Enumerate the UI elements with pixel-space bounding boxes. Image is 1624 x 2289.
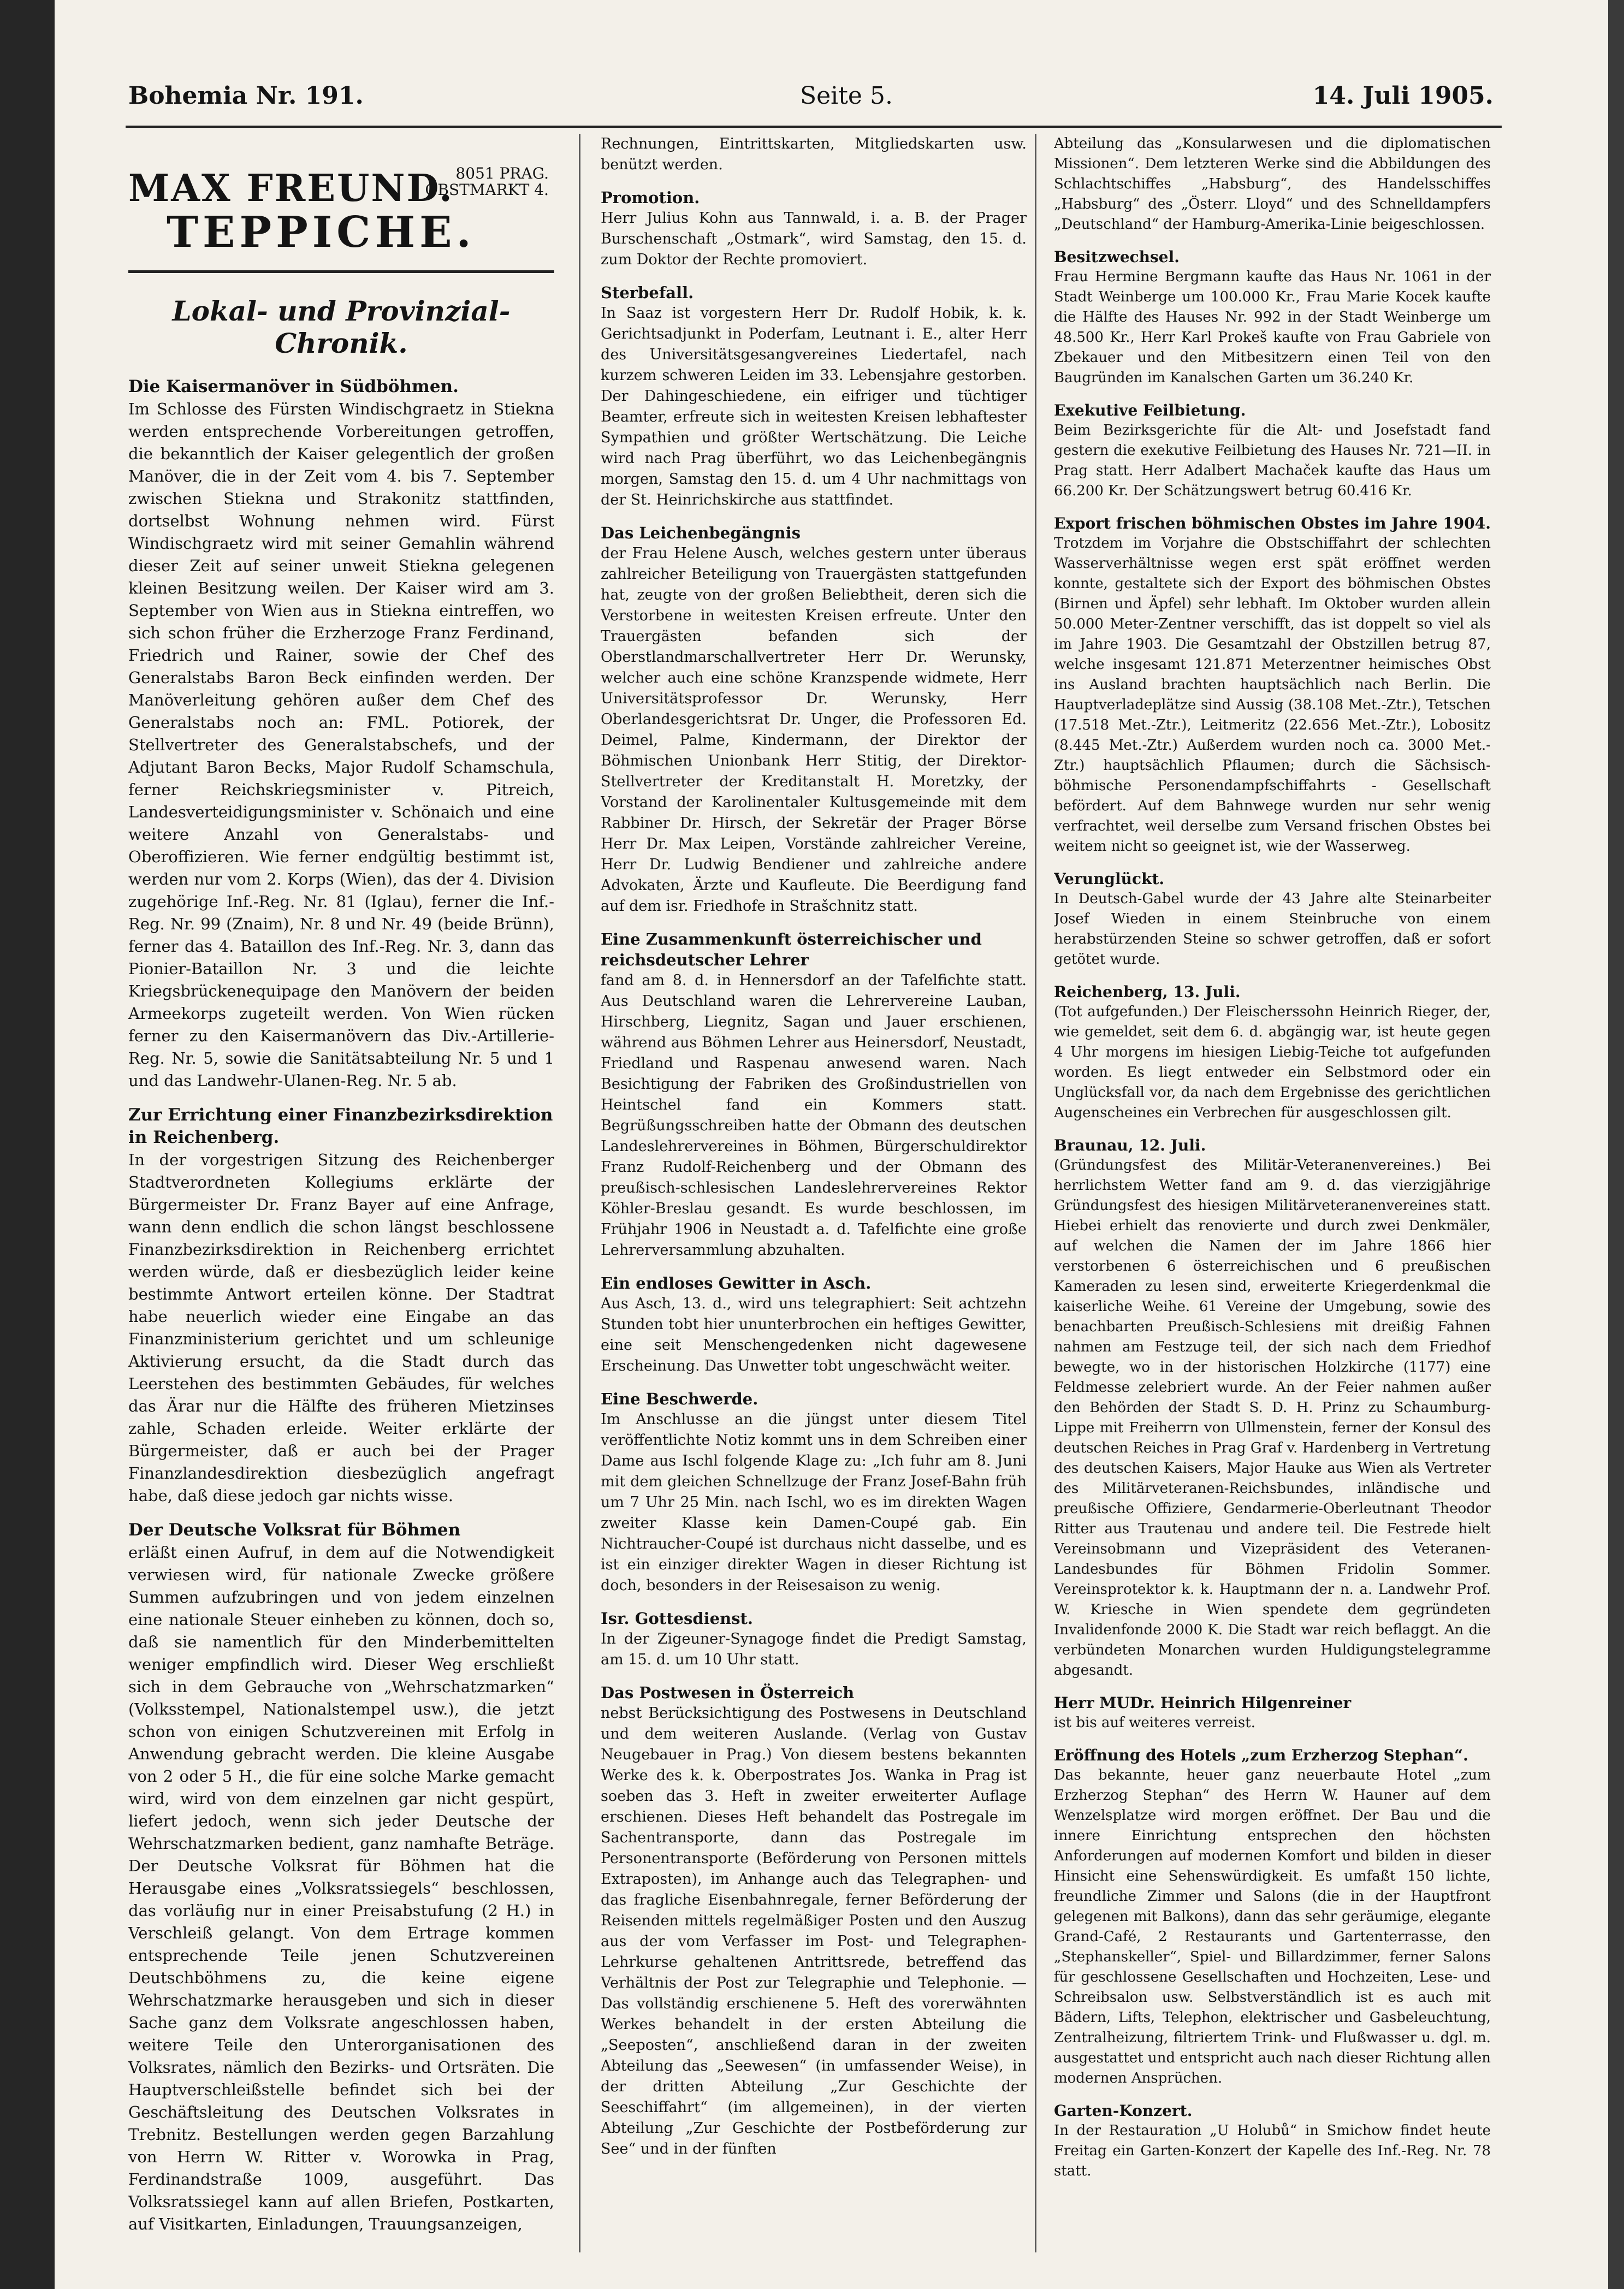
article — [601, 1273, 1027, 1377]
article-headline: Zur Errichtung einer Finanzbezirksdirektion in Reichenberg. — [128, 1105, 553, 1147]
article-headline: Besitzwechsel. — [1054, 248, 1180, 266]
article — [1054, 1693, 1491, 1733]
article-headline: Das Leichenbegängnis — [601, 524, 801, 542]
article-headline: Eröffnung des Hotels „zum Erzherzog Stephan“. — [1054, 1746, 1468, 1764]
ad-code: 8051 — [455, 164, 495, 182]
ad-street: OBSTMARKT 4. — [425, 181, 549, 199]
article — [601, 1682, 1027, 2160]
article-text: Trotzdem im Vorjahre die Obstschiffahrt der schlechten Wasserverhältnisse wegen erst spät eröffnet werden konnte, gestaltete sich der Export des böhmischen Obstes (Birnen und Äpfel) sehr lebhaft. Im Oktober wurden allein 50.000 Meter-Zentner verschifft, das ist doppelt so viel als im Jahre 1903. Die Gesamtzahl der Obstzillen betrug 87, welche insgesamt 121.871 Meterzentner heimisches Obst ins Ausland brachten hauptsächlich nach Berlin. Die Hauptverladeplätze sind Aussig (38.108 Met.-Ztr.), Tetschen (17.518 Met.-Ztr.), Leitmeritz (22.656 Met.-Ztr.), Lobositz (8.445 Met.-Ztr.) Außerdem wurden noch ca. 3000 Met.-Ztr.) hauptsächlich Pflaumen; durch die Sächsisch-böhmische Personendampfschiffahrts - Gesellschaft befördert. Auf dem Bahnwege wurden nur sehr wenig verfrachtet, weil derselbe zum Versand frischen Obstes bei weitem nicht so geeignet ist, wie der Wasserweg. — [1054, 535, 1491, 855]
article-text: ist bis auf weiteres verreist. — [1054, 1715, 1255, 1731]
article — [1054, 982, 1491, 1123]
article — [1054, 869, 1491, 970]
article — [1054, 1745, 1491, 2089]
article-text: Aus Asch, 13. d., wird uns telegraphiert: Seit achtzehn Stunden tobt hier ununterbrochen ein heftiges Gewitter, eine seit Menschengedenken nicht dagewesene Erscheinung. Das Unwetter tobt ungeschwächt weiter. — [601, 1295, 1027, 1374]
article-text: In Deutsch-Gabel wurde der 43 Jahre alte Steinarbeiter Josef Wieden in einem Steinbruche von einem herabstürzenden Steine so schwer getroffen, daß er sofort getötet wurde. — [1054, 891, 1491, 968]
newspaper-page — [55, 0, 1608, 2289]
article-text: In der vorgestrigen Sitzung des Reichenberger Stadtverordneten Kollegiums erklärte der Bürgermeister Dr. Franz Bayer auf eine Anfrage, wann denn endlich die schon längst beschlossene Finanzbezirksdirektion in Reichenberg errichtet werden würde, daß er diesbezüglich leider keine bestimmte Antwort erteilen könne. Der Stadtrat habe neuerlich wieder eine Eingabe an das Finanzministerium gerichtet und um schleunige Aktivierung ersucht, da die Stadt durch das Leerstehen des bestimmten Gebäudes, für welches das Ärar nur die Hälfte des früheren Mietzinses zahle, Schaden erleide. Weiter erklärte der Bürgermeister, daß er auch bei der Prager Finanzlandesdirektion diesbezüglich angefragt habe, daß diese jedoch gar nichts wisse. — [128, 1151, 554, 1505]
page-number: Seite 5. — [800, 82, 893, 110]
article — [1054, 400, 1491, 501]
article — [601, 523, 1027, 917]
article-text: (Gründungsfest des Militär-Veteranenvereines.) Bei herrlichstem Wetter fand am 9. d. das vierzigjährige Gründungsfest des hiesigen Militärveteranenvereines statt. Hiebei erhielt das renovierte und durch zwei Denkmäler, auf welchen die Namen der im Jahre 1866 hier verstorbenen 6 österreichischen und 6 preußischen Kameraden zu lesen sind, erweiterte Kriegerdenkmal die kaiserliche Weihe. 61 Vereine der Umgebung, sowie des benachbarten Preußisch-Schlesiens mit dreißig Fahnen nahmen am Festzuge teil, der sich nach dem Friedhof bewegte, wo in der historischen Holzkirche (1177) eine Feldmesse zelebriert wurde. An der Feier nahmen außer den Behörden der Stadt S. D. H. Prinz zu Schaumburg-Lippe mit Freiherrn von Ullmenstein, ferner der Konsul des deutschen Reiches in Prag Graf v. Hardenberg in Vertretung des deutschen Kaisers, Major Hauke aus Wien als Vertreter des Militärveteranen-Reichsbundes, inländische und preußische Offiziere, Gendarmerie-Oberleutnant Theodor Ritter aus Trautenau und andere teil. Die Festrede hielt Vereinsobmann und Vizepräsident des Veteranen-Landesbundes für Böhmen Fridolin Sommer. Vereinsprotektor k. k. Hauptmann der n. a. Landwehr Prof. W. Kriesche in Wien spendete dem gegründeten Invalidenfonde 2000 K. Die Stadt war reich beflaggt. An die verbündeten Monarchen wurden Huldigungstelegramme abgesandt. — [1054, 1157, 1491, 1679]
article — [1054, 2101, 1491, 2181]
article-headline: Sterbefall. — [601, 283, 694, 302]
article-text: erläßt einen Aufruf, in dem auf die Notwendigkeit verwiesen wird, für nationale Zwecke größere Summen aufzubringen und von jedem einzelnen eine nationale Steuer einheben zu können, doch so, daß sie namentlich für den Minderbemittelten weniger empfindlich wird. Dieser Weg erschließt sich in dem Gebrauche von „Wehrschatzmarken“ (Volksstempel, Nationalstempel usw.), die jetzt schon von einigen Schutzvereinen mit Erfolg in Anwendung gebracht werden. Die kleine Ausgabe von 2 oder 5 H., die für eine solche Marke gemacht wird, wird von dem einzelnen gar nicht gespürt, liefert jedoch, wenn sich jeder Deutsche der Wehrschatzmarken bedient, ganz namhafte Beträge. Der Deutsche Volksrat für Böhmen hat die Herausgabe eines „Volksratssiegels“ beschlossen, das vorläufig nur in einer Preisabstufung (2 H.) in Verschleiß gelangt. Von dem Ertrage kommen entsprechende Teile jenen Schutzvereinen Deutschböhmens zu, die keine eigene Wehrschatzmarke herausgeben und sich in dieser Sache ganz dem Volksrate angeschlossen haben, weitere Teile den Unterorganisationen des Volksrates, nämlich den Bezirks- und Ortsräten. Die Hauptverschleißstelle befindet sich bei der Geschäftsleitung des Deutschen Volksrates in Trebnitz. Bestellungen werden gegen Barzahlung von Herrn W. Ritter v. Worowka in Prag, Ferdinandstraße 1009, ausgeführt. Das Volksratssiegel kann auf allen Briefen, Postkarten, auf Visitkarten, Einladungen, Trauungsanzeigen, — [128, 1543, 554, 2233]
article-headline: Das Postwesen in Österreich — [601, 1683, 855, 1702]
article-text: nebst Berücksichtigung des Postwesens in Deutschland und dem weiteren Auslande. (Verlag von Gustav Neugebauer in Prag.) Von diesem bestens bekannten Werke des k. k. Oberpostrates Jos. Wanka in Prag ist soeben das 3. Heft in zweiter erweiterter Auflage erschienen. Dieses Heft behandelt das Postregale im Sachentransporte, dann das Postregale im Personentransporte (Beförderung von Personen mittels Extraposten), im Anhange auch das Telegraphen- und das fragliche Eisenbahnregale, ferner Beförderung der Reisenden mittels regelmäßiger Posten und den Auszug aus der vom Verfasser im Post- und Telegraphen-Lehrkurse gehaltenen Antrittsrede, betreffend das Verhältnis der Post zur Telegraphie und Telephonie. — Das vollständig erschienene 5. Heft des vorerwähnten Werkes behandelt in der ersten Abteilung die „Seeposten“, anschließend daran in der zweiten Abteilung das „Seewesen“ (in umfassender Weise), in der dritten Abteilung „Zur Geschichte der Seeschiffahrt“ (im allgemeinen), in der vierten Abteilung „Zur Geschichte der Postbeförderung zur See“ und in der fünften — [601, 1705, 1027, 2157]
article — [601, 134, 1027, 175]
article — [1054, 513, 1491, 857]
article-headline: Isr. Gottesdienst. — [601, 1609, 754, 1628]
article — [601, 1389, 1027, 1596]
article-headline: Promotion. — [601, 188, 700, 207]
column-divider — [1035, 134, 1036, 2252]
article — [128, 376, 554, 1092]
article-headline: Die Kaisermanöver in Südböhmen. — [128, 377, 459, 396]
article-text: In Saaz ist vorgestern Herr Dr. Rudolf Hobik, k. k. Gerichtsadjunkt in Poderfam, Leutnant i. E., alter Herr des Universitätsgesangvereines Liedertafel, nach kurzem schweren Leiden im 33. Lebensjahre gestorben. Der Dahingeschiedene, ein eifriger und tüchtiger Beamter, erfreute sich in weitesten Kreisen lebhaftester Sympathien und größter Wertschätzung. Die Leiche wird nach Prag überführt, wo das Leichenbegängnis morgen, Samstag den 15. d. um 4 Uhr nachmittags von der St. Heinrichskirche aus stattfindet. — [601, 305, 1027, 508]
article — [1054, 1135, 1491, 1681]
ad-firm-name: MAX FREUND. — [128, 167, 454, 210]
scan-margin — [0, 0, 55, 2289]
article-text: Rechnungen, Eintrittskarten, Mitgliedskarten usw. benützt werden. — [601, 135, 1027, 173]
article — [601, 929, 1027, 1261]
ad-address — [418, 165, 549, 198]
page-header — [128, 82, 1493, 120]
article-text: Beim Bezirksgerichte für die Alt- und Josefstadt fand gestern die exekutive Feilbietung des Hauses Nr. 721—II. in Prag statt. Herr Adalbert Machaček kaufte das Haus um 66.200 Kr. Der Schätzungswert betrug 60.416 Kr. — [1054, 422, 1491, 499]
article-headline: Eine Zusammenkunft österreichischer und reichsdeutscher Lehrer — [601, 930, 982, 969]
column-1 — [128, 134, 554, 2252]
column-2 — [601, 134, 1027, 2252]
issue-date: 14. Juli 1905. — [1312, 82, 1493, 110]
article — [601, 187, 1027, 270]
article-text: Im Anschlusse an die jüngst unter diesem Titel veröffentlichte Notiz kommt uns in dem Schreiben einer Dame aus Ischl folgende Klage zu: „Ich fuhr am 8. Juni mit dem gleichen Schnellzuge der Franz Josef-Bahn früh um 7 Uhr 25 Min. nach Ischl, wo es im direkten Wagen zweiter Klasse kein Damen-Coupé gab. Ein Nichtraucher-Coupé ist durchaus nicht dasselbe, und es ist ein einziger direkter Wagen in dieser Richtung ist doch, besonders in der Reisesaison zu wenig. — [601, 1411, 1027, 1594]
article-text: Im Schlosse des Fürsten Windischgraetz in Stiekna werden entsprechende Vorbereitungen getroffen, die bekanntlich der Kaiser gelegentlich der großen Manöver, die in der Zeit vom 4. bis 7. September zwischen Stiekna und Strakonitz stattfinden, dortselbst Wohnung nehmen wird. Fürst Windischgraetz wird mit seiner Gemahlin während dieser Zeit auf seiner unweit Stiekna gelegenen kleinen Besitzung weilen. Der Kaiser wird am 3. September von Wien aus in Stiekna eintreffen, wo sich schon früher die Erzherzoge Franz Ferdinand, Friedrich und Rainer, sowie der Chef des Generalstabs Baron Beck einfinden werden. Der Manöverleitung gehören außer dem Chef des Generalstabs noch an: FML. Potiorek, der Stellvertreter des Generalstabschefs, und der Adjutant Baron Becks, Major Rudolf Schamschula, ferner Reichskriegsminister v. Pitreich, Landesverteidigungsminister v. Schönaich und eine weitere Anzahl von Generalstabs- und Oberoffizieren. Wie ferner endgültig bestimmt ist, werden nur vom 2. Korps (Wien), das der 4. Division zugehörige Inf.-Reg. Nr. 81 (Iglau), ferner die Inf.-Reg. Nr. 99 (Znaim), Nr. 8 und Nr. 49 (beide Brünn), ferner das 4. Bataillon des Inf.-Reg. Nr. 3, dann das Pionier-Bataillon Nr. 3 und die leichte Kriegsbrückenequipage den Manövern der beiden Armeekorps zugeteilt werden. Von Wien rücken ferner zu den Kaisermanövern das Div.-Artillerie-Reg. Nr. 5, sowie die Sanitätsabteilung Nr. 5 und 1 und das Landwehr-Ulanen-Reg. Nr. 5 ab. — [128, 400, 554, 1090]
article-headline: Braunau, 12. Juli. — [1054, 1136, 1206, 1154]
article-text: In der Zigeuner-Synagoge findet die Predigt Samstag, am 15. d. um 10 Uhr statt. — [601, 1630, 1027, 1668]
article — [128, 1104, 554, 1507]
article-headline: Ein endloses Gewitter in Asch. — [601, 1274, 872, 1292]
article-headline: Der Deutsche Volksrat für Böhmen — [128, 1520, 461, 1540]
article-text: Abteilung das „Konsularwesen und die diplomatischen Missionen“. Dem letzteren Werke sind die Abbildungen des Schlachtschiffes „Habsburg“, des Handelsschiffes „Habsburg“ des „Österr. Lloyd“ und des Schnelldampfers „Deutschland“ der Hamburg-Amerika-Linie beigeschlossen. — [1054, 135, 1491, 233]
article-text: der Frau Helene Ausch, welches gestern unter überaus zahlreicher Beteiligung von Trauergästen stattgefunden hat, zeugte von der großen Beliebtheit, deren sich die Verstorbene in weitesten Kreisen erfreute. Unter den Trauergästen befanden sich der Oberstlandmarschallvertreter Herr Dr. Werunsky, welcher auch eine schöne Kranzspende widmete, Herr Universitätsprofessor Dr. Werunsky, Herr Oberlandesgerichtsrat Dr. Unger, die Professoren Ed. Deimel, Palme, Kindermann, der Direktor der Böhmischen Unionbank Herr Stitig, der Direktor-Stellvertreter der Kreditanstalt H. Moretzky, der Vorstand der Karolinentaler Kultusgemeinde mit dem Rabbiner Dr. Hirsch, der Sekretär der Prager Börse Herr Dr. Max Leipen, Vorstände zahlreicher Vereine, Herr Dr. Ludwig Bendiener und zahlreiche andere Advokaten, Ärzte und Kaufleute. Die Beerdigung fand auf dem isr. Friedhofe in Strašchnitz statt. — [601, 545, 1027, 915]
newspaper-name: Bohemia Nr. 191. — [128, 82, 364, 110]
article-text: Herr Julius Kohn aus Tannwald, i. a. B. der Prager Burschenschaft „Ostmark“, wird Samstag, den 15. d. zum Doktor der Rechte promoviert. — [601, 210, 1027, 268]
section-title: Lokal- und Provinzial-Chronik. — [172, 295, 511, 359]
ad-city: PRAG. — [499, 164, 549, 182]
article-text: In der Restauration „U Holubů“ in Smichow findet heute Freitag ein Garten-Konzert der Kapelle des Inf.-Reg. Nr. 78 statt. — [1054, 2122, 1491, 2179]
column-divider — [579, 134, 580, 2252]
article-headline: Verunglückt. — [1054, 870, 1165, 888]
article-headline: Garten-Konzert. — [1054, 2102, 1193, 2120]
article — [1054, 247, 1491, 388]
advertisement — [128, 134, 554, 273]
article — [1054, 134, 1491, 235]
header-rule — [126, 126, 1502, 128]
article-text: Das bekannte, heuer ganz neuerbaute Hotel „zum Erzherzog Stephan“ des Herrn W. Hauner auf dem Wenzelsplatze wird morgen eröffnet. Der Bau und die innere Einrichtung entsprechen den höchsten Anforderungen auf modernen Komfort und bilden in dieser Hinsicht eine Sehenswürdigkeit. Es umfaßt 150 lichte, freundliche Zimmer und Salons (die in der Hauptfront gelegenen mit Balkons), dann das sehr geräumige, elegante Grand-Café, 2 Restaurants und Gartenterrasse, den „Stephanskeller“, Spiel- und Billardzimmer, ferner Salons für geschlossene Gesellschaften und Hochzeiten, Lese- und Schreibsalon usw. Selbstverständlich ist es auch mit Bädern, Lifts, Telephon, elektrischer und Gasbeleuchtung, Zentralheizung, filtriertem Trink- und Flußwasser u. dgl. m. ausgestattet und entspricht auch nach dieser Richtung allen modernen Ansprüchen. — [1054, 1767, 1491, 2086]
article-headline: Eine Beschwerde. — [601, 1390, 758, 1408]
column-3 — [1054, 134, 1491, 2252]
article-text: (Tot aufgefunden.) Der Fleischerssohn Heinrich Rieger, der, wie gemeldet, seit dem 6. d. abgängig war, ist heute gegen 4 Uhr morgens im hiesigen Liebig-Teiche tot aufgefunden worden. Es liegt entweder ein Selbstmord oder ein Unglücksfall vor, da nach dem Ergebnisse des gerichtlichen Augenscheines ein Verbrechen für ausgeschlossen gilt. — [1054, 1004, 1491, 1121]
article-headline: Export frischen böhmischen Obstes im Jahre 1904. — [1054, 514, 1491, 532]
article — [128, 1519, 554, 2235]
article-text: fand am 8. d. in Hennersdorf an der Tafelfichte statt. Aus Deutschland waren die Lehrervereine Lauban, Hirschberg, Liegnitz, Sagan und Jauer erschienen, während aus Böhmen Lehrer aus Heinersdorf, Neustadt, Friedland und Raspenau anwesend waren. Nach Besichtigung der Fabriken des Großindustriellen von Heintschel fand ein Kommers statt. Begrüßungsschreiben hatte der Obmann des deutschen Landeslehrervereines in Böhmen, Bürgerschuldirektor Franz Rudolf-Reichenberg und der Obmann des preußisch-schlesischen Landeslehrervereines Rektor Köhler-Breslau gesandt. Es wurde beschlossen, im Frühjahr 1906 in Neustadt a. d. Tafelfichte eine große Lehrerversammlung abzuhalten. — [601, 972, 1027, 1259]
article — [601, 282, 1027, 511]
article-headline: Exekutive Feilbietung. — [1054, 401, 1246, 419]
article-text: Frau Hermine Bergmann kaufte das Haus Nr. 1061 in der Stadt Weinberge um 100.000 Kr., Frau Marie Kocek kaufte die Hälfte des Hauses Nr. 992 in der Stadt Weinberge um 48.500 Kr., Herr Karl Prokeš kaufte von Frau Gabriele von Zbekauer und den Mitbesitzern einen Teil von den Baugründen im Kanalschen Garten um 36.240 Kr. — [1054, 269, 1491, 386]
ad-product: TEPPICHE. — [167, 207, 476, 257]
article-headline: Reichenberg, 13. Juli. — [1054, 983, 1241, 1001]
article — [601, 1608, 1027, 1670]
article-headline: Herr MUDr. Heinrich Hilgenreiner — [1054, 1694, 1352, 1712]
